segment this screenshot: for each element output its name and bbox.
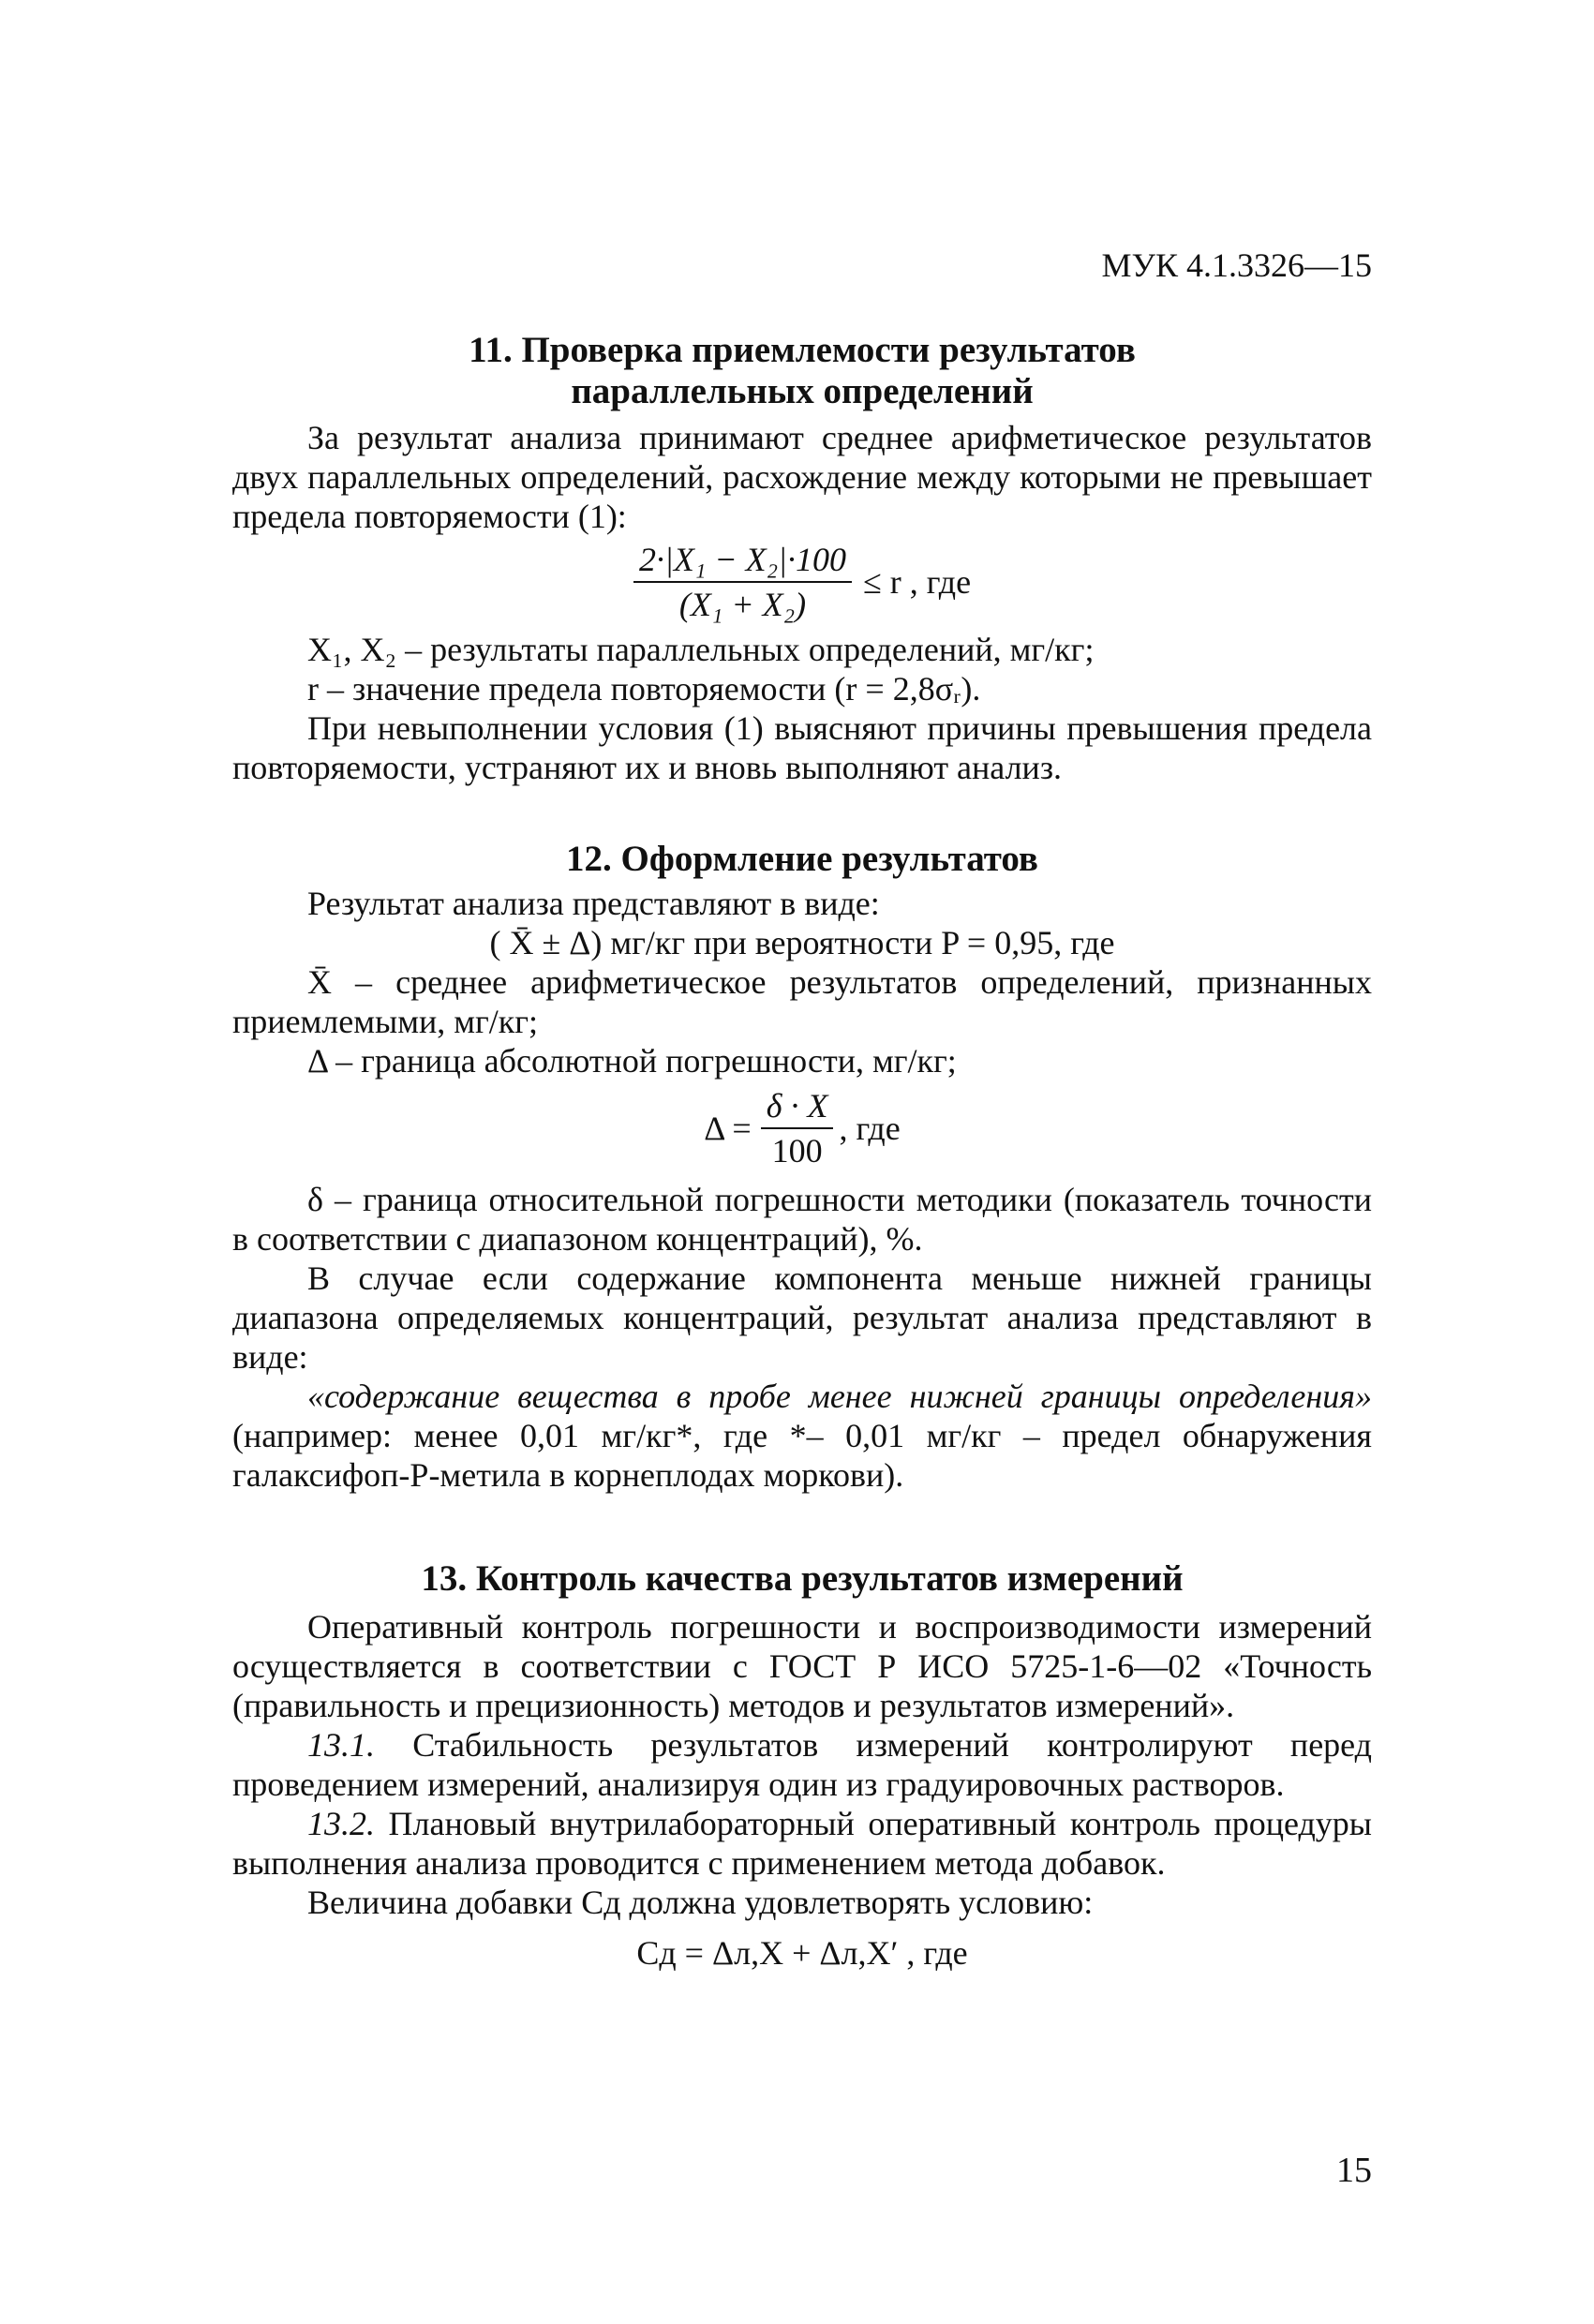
paragraph-13-1	[232, 1725, 1372, 1804]
section-12-title: 12. Оформление результатов	[566, 839, 1038, 879]
low-content-quote	[232, 1377, 1372, 1495]
repeatability-denominator: (X₁ + X₂)	[678, 586, 807, 623]
section-13	[232, 1558, 1372, 1973]
definition-delta: Δ – граница абсолютной погрешности, мг/кг;	[307, 1042, 957, 1080]
paragraph-13-1-number: 13.1.	[307, 1726, 375, 1764]
paragraph-13-2	[232, 1804, 1372, 1883]
delta-formula	[232, 1086, 1372, 1170]
section-11-paragraph-2: При невыполнении условия (1) выясняют причины превышения предела повторяемости, устраняют их и вновь выполняют анализ.	[232, 709, 1372, 786]
repeatability-numerator: 2·|X₁ − X₂|·100	[633, 540, 852, 583]
paragraph-13-2-number: 13.2.	[307, 1805, 375, 1842]
paragraph-13-2-text: Плановый внутрилабораторный оперативный контроль процедуры выполнения анализа проводится с применением метода добавок.	[232, 1805, 1372, 1882]
delta-denominator: 100	[771, 1132, 823, 1169]
section-11-paragraph-1: За результат анализа принимают среднее арифметическое результатов двух параллельных определений, расхождение между которыми не превышает предела повторяемости (1):	[232, 419, 1372, 535]
repeatability-formula	[232, 540, 1372, 624]
delta-numerator: δ · X	[761, 1086, 834, 1129]
low-content-quote-rest: (например: менее 0,01 мг/кг*, где *– 0,01 мг/кг – предел обнаружения галаксифоп-Р-метила в корнеплодах моркови).	[232, 1417, 1372, 1494]
delta-fraction	[761, 1086, 834, 1170]
section-12-intro: Результат анализа представляют в виде:	[307, 885, 880, 922]
paragraph-low-content: В случае если содержание компонента меньше нижней границы диапазона определяемых концентраций, результат анализа представляют в виде:	[232, 1259, 1372, 1376]
paragraph-13-1-text: Стабильность результатов измерений контролируют перед проведением измерений, анализируя один из градуировочных растворов.	[232, 1726, 1372, 1803]
delta-where: , где	[839, 1110, 901, 1147]
additive-formula: Cд = Δл,X + Δл,X′ , где	[636, 1934, 968, 1972]
section-11	[232, 330, 1372, 787]
definition-xbar: X̄ – среднее арифметическое результатов определений, признанных приемлемыми, мг/кг;	[232, 963, 1372, 1040]
section-11-title-line-1: 11. Проверка приемлемости результатов	[469, 330, 1136, 370]
definition-x: X₁, X₂ – результаты параллельных определений, мг/кг;	[307, 631, 1095, 668]
section-11-title-line-2: параллельных определений	[571, 371, 1034, 411]
section-12	[232, 839, 1372, 1495]
additive-intro: Величина добавки Cд должна удовлетворять условию:	[307, 1884, 1094, 1921]
page-number: 15	[1336, 2151, 1372, 2190]
definition-delta-relative: δ – граница относительной погрешности методики (показатель точности в соответствии с диапазоном концентраций), %.	[232, 1181, 1372, 1258]
result-form: ( X̄ ± Δ) мг/кг при вероятности P = 0,95, где	[489, 924, 1115, 961]
definition-r: r – значение предела повторяемости (r = 2,8σᵣ).	[307, 670, 981, 708]
section-13-paragraph-1: Оперативный контроль погрешности и воспроизводимости измерений осуществляется в соответствии с ГОСТ Р ИСО 5725-1-6—02 «Точность (правильность и прецизионность) методов и результатов измерений».	[232, 1608, 1372, 1724]
low-content-quote-italic: «содержание вещества в пробе менее нижней границы определения»	[307, 1378, 1372, 1415]
document-code: МУК 4.1.3326—15	[1101, 246, 1372, 284]
repeatability-fraction	[633, 540, 852, 624]
section-13-title: 13. Контроль качества результатов измерений	[421, 1558, 1184, 1599]
delta-lhs: Δ =	[704, 1110, 752, 1147]
repeatability-relation: ≤ r , где	[863, 563, 972, 601]
